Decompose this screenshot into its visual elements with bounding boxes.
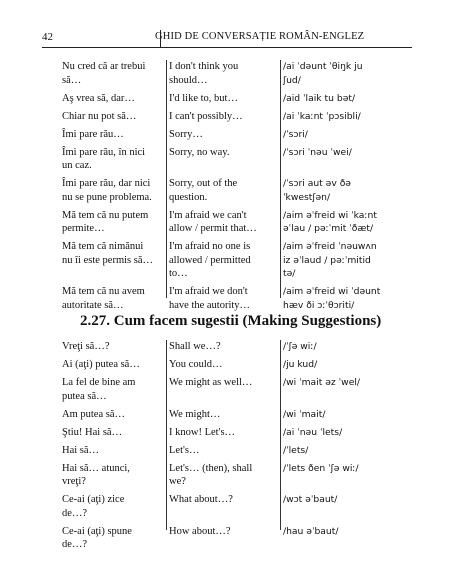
romanian-phrase-line: La fel de bine am [62,377,136,388]
table-row [62,285,400,312]
romanian-phrase-line: putea să… [62,390,107,402]
pronunciation [283,285,399,312]
table-row [62,128,400,142]
english-phrase-line: What about…? [169,494,233,505]
romanian-phrase [62,493,164,520]
pronunciation-line: /aid ˈlaik tu bət/ [283,92,356,104]
english-phrase [169,209,277,236]
english-phrase-line: How about…? [169,525,231,537]
pronunciation-line: /ˈsɔri ˈnəu ˈwei/ [283,146,352,158]
table-row [62,240,400,281]
romanian-phrase [62,525,164,552]
english-phrase-line: Let's… (then), shall [169,462,253,474]
english-phrase-line: I know! Let's… [169,426,236,438]
table-row [62,376,400,403]
pronunciation-line: /ˈlets ðen ˈʃə wiː/ [283,462,359,474]
romanian-phrase-line: să… [62,74,82,86]
table-row [62,525,400,552]
table-row [62,358,400,372]
pronunciation [283,462,399,476]
pronunciation-line: /ju kud/ [283,359,318,370]
english-phrase [169,462,277,489]
romanian-phrase-line: Chiar nu pot să… [62,110,137,122]
romanian-phrase-line: Îmi pare rău, în nici [62,146,146,158]
section-title: 2.27. Cum facem sugestii (Making Suggestions) [80,313,382,329]
pronunciation-line: /ˈʃə wiː/ [283,341,317,352]
romanian-phrase-line: Îmi pare rău… [62,128,124,140]
romanian-phrase [62,110,164,124]
pronunciation [283,209,399,236]
romanian-phrase-line: Nu cred că ar trebui [62,61,146,72]
english-phrase [169,285,277,312]
running-title: GHID DE CONVERSAȚIE ROMÂN-ENGLEZ [155,31,365,42]
page-header [42,31,412,47]
pronunciation-line: /ˈsɔri/ [283,128,308,140]
english-phrase-line: Sorry, no way. [169,146,230,158]
romanian-phrase [62,209,164,236]
romanian-phrase [62,240,164,267]
table-row [62,462,400,489]
english-phrase [169,128,277,142]
english-phrase-line: Sorry, out of the [169,178,238,189]
pronunciation [283,240,399,281]
romanian-phrase-line: Aş vrea să, dar… [62,92,135,104]
pronunciation-line: iz əˈlaud / pəːˈmitid [283,254,371,266]
romanian-phrase-line: nu îi este permis să… [62,254,153,266]
pronunciation-line: /aim əˈfreid wi ˈdəunt [283,286,381,297]
english-phrase-line: Let's… [169,444,200,456]
romanian-phrase [62,340,164,354]
romanian-phrase-line: Hai să… atunci, [62,462,130,474]
english-phrase [169,146,277,160]
pronunciation [283,493,399,507]
romanian-phrase [62,92,164,106]
table-row [62,209,400,236]
english-phrase-line: have the autority… [169,299,251,311]
pronunciation [283,408,399,422]
pronunciation [283,358,399,372]
pronunciation-line: /wɔt əˈbaut/ [283,494,338,505]
english-phrase-line: I don't think you [169,61,239,72]
pronunciation-line: /aim əˈfreid ˈnəuwʌn [283,241,377,252]
romanian-phrase [62,408,164,422]
english-phrase [169,177,277,204]
header-rule [42,47,412,48]
english-phrase [169,444,277,458]
romanian-phrase-line: Îmi pare rău, dar nici [62,178,151,189]
table-row [62,493,400,520]
english-phrase-line: Shall we…? [169,341,221,352]
pronunciation-line: /aim əˈfreid wi ˈkaːnt [283,209,377,221]
english-phrase [169,340,277,354]
table-row [62,60,400,87]
romanian-phrase [62,128,164,142]
table-row [62,444,400,458]
english-phrase-line: I can't possibly… [169,110,243,122]
english-phrase-line: we? [169,476,186,487]
romanian-phrase [62,444,164,458]
pronunciation-line: /ˈlets/ [283,444,309,456]
romanian-phrase-line: de…? [62,507,88,519]
romanian-phrase-line: Ce-ai (aţi) zice [62,494,125,505]
romanian-phrase-line: autoritate să… [62,299,124,311]
romanian-phrase [62,285,164,312]
romanian-phrase-line: Mă tem că nu avem [62,286,145,297]
table-row [62,110,400,124]
romanian-phrase [62,462,164,489]
romanian-phrase-line: Mă tem că nu putem [62,209,149,221]
english-phrase [169,358,277,372]
pronunciation-line: /wi ˈmait əz ˈwel/ [283,377,360,388]
pronunciation [283,376,399,390]
romanian-phrase-line: Ştiu! Hai să… [62,426,123,438]
romanian-phrase-line: Mă tem că nimănui [62,241,144,252]
pronunciation-line: /ˈsɔri aut əv ðə [283,178,351,189]
pronunciation [283,525,399,539]
romanian-phrase [62,177,164,204]
english-phrase-line: We might as well… [169,377,253,388]
pronunciation-line: /ai ˈnəu ˈlets/ [283,426,343,438]
english-phrase-line: should… [169,74,208,86]
header-divider [160,30,161,47]
romanian-phrase-line: nu se pune problema. [62,191,152,203]
romanian-phrase-line: Hai să… [62,444,100,456]
pronunciation-line: ˈkwestʃən/ [283,191,331,203]
english-phrase-line: question. [169,191,208,203]
pronunciation-line: ʃud/ [283,74,301,86]
table-row [62,340,400,354]
english-phrase-line: You could… [169,359,223,370]
english-phrase [169,60,277,87]
romanian-phrase-line: Ce-ai (aţi) spune [62,525,132,537]
pronunciation-line: /wi ˈmait/ [283,408,326,420]
pronunciation [283,128,399,142]
pronunciation-line: /ai ˈkaːnt ˈpɔsibli/ [283,110,361,122]
pronunciation-line: tə/ [283,268,296,279]
romanian-phrase [62,60,164,87]
romanian-phrase [62,376,164,403]
english-phrase [169,110,277,124]
romanian-phrase-line: de…? [62,539,88,550]
pronunciation-line: /hau əˈbaut/ [283,525,339,537]
pronunciation [283,340,399,354]
romanian-phrase [62,146,164,173]
romanian-phrase [62,426,164,440]
english-phrase-line: We might… [169,408,221,420]
english-phrase-line: I'm afraid we don't [169,286,248,297]
english-phrase-line: I'm afraid no one is [169,241,251,252]
pronunciation-line: /ai ˈdəunt ˈθiŋk ju [283,61,363,72]
table-row [62,177,400,204]
romanian-phrase-line: vreţi? [62,476,86,487]
pronunciation [283,110,399,124]
english-phrase [169,426,277,440]
romanian-phrase-line: permite… [62,223,105,234]
pronunciation [283,146,399,160]
english-phrase-line: to… [169,268,188,279]
english-phrase [169,92,277,106]
pronunciation [283,426,399,440]
english-phrase [169,376,277,390]
romanian-phrase-line: Vreţi să…? [62,341,110,352]
table-row [62,146,400,173]
pronunciation [283,60,399,87]
pronunciation-line: əˈlau / pəːˈmit ˈðæt/ [283,223,374,234]
pronunciation [283,444,399,458]
table-row [62,426,400,440]
pronunciation [283,92,399,106]
english-phrase [169,525,277,539]
english-phrase-line: allowed / permitted [169,254,251,266]
page-number: 42 [42,31,53,43]
romanian-phrase-line: Am putea să… [62,408,125,420]
english-phrase-line: I'm afraid we can't [169,209,247,221]
english-phrase-line: I'd like to, but… [169,92,238,104]
english-phrase [169,240,277,281]
table-row [62,92,400,106]
romanian-phrase-line: un caz. [62,160,92,171]
english-phrase-line: allow / permit that… [169,223,257,234]
english-phrase [169,408,277,422]
english-phrase-line: Sorry… [169,128,203,140]
pronunciation-line: hæv ði ɔːˈθɔriti/ [283,299,355,311]
english-phrase [169,493,277,507]
romanian-phrase [62,358,164,372]
pronunciation [283,177,399,204]
romanian-phrase-line: Ai (aţi) putea să… [62,359,140,370]
table-row [62,408,400,422]
